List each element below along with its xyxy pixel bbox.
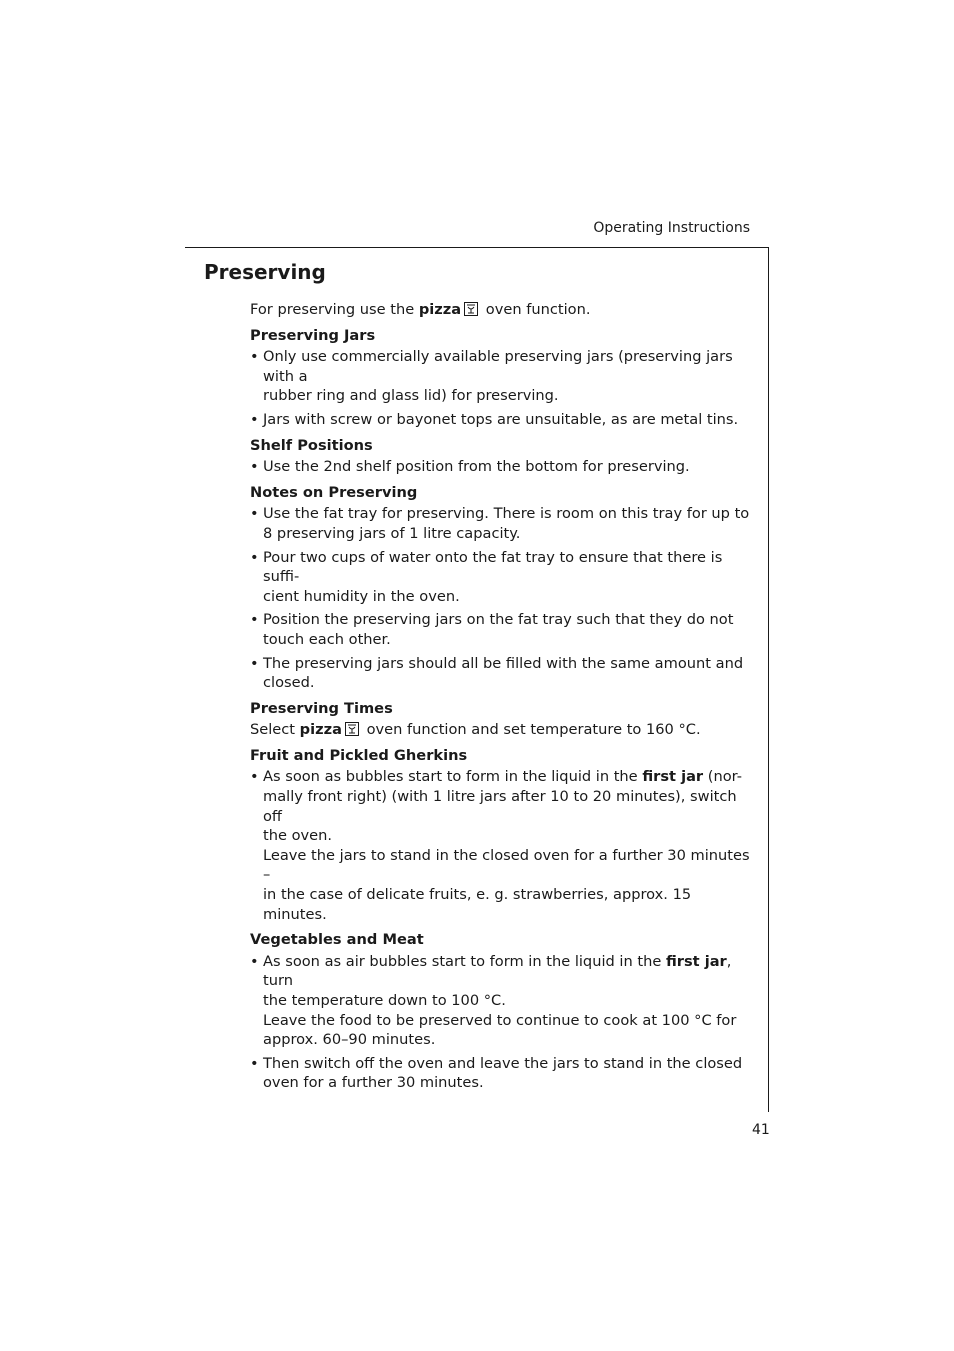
- list-item: • As soon as bubbles start to form in the liquid in the first jar (nor- mally front right) (with 1 litre jars after 10 to 20 minutes), switch off the oven. Leave the jars to stand in the closed oven for a further 30 minutes – in the case of delicate fruits, e. g. strawberries, approx. 15 minutes.: [250, 767, 752, 924]
- section-heading: Notes on Preserving: [250, 483, 418, 501]
- list-item: • Use the fat tray for preserving. There is room on this tray for up to 8 preserving jars of 1 litre capacity.: [250, 504, 752, 543]
- list-item: • The preserving jars should all be filled with the same amount and closed.: [250, 654, 752, 693]
- section-heading: Preserving Jars: [250, 326, 376, 344]
- page-number: 41: [752, 1122, 770, 1138]
- header-rule: [185, 247, 769, 248]
- main-content: [250, 300, 752, 1099]
- section-heading: Fruit and Pickled Gherkins: [250, 746, 468, 764]
- pizza-function-icon: [464, 302, 478, 316]
- list-item: • Pour two cups of water onto the fat tray to ensure that there is suffi- cient humidity in the oven.: [250, 548, 752, 607]
- section-preserving-times: [250, 699, 752, 740]
- running-head: Operating Instructions: [593, 220, 750, 236]
- section-heading: Preserving Times: [250, 699, 393, 717]
- section-vegetables: [250, 930, 752, 1093]
- list-item: • Then switch off the oven and leave the jars to stand in the closed oven for a further 30 minutes.: [250, 1054, 752, 1093]
- section-preserving-jars: [250, 326, 752, 430]
- list-item: • Use the 2nd shelf position from the bottom for preserving.: [250, 457, 752, 477]
- intro-text: For preserving use the pizza oven function.: [250, 301, 591, 318]
- section-heading: Vegetables and Meat: [250, 931, 424, 949]
- list-item: • Position the preserving jars on the fat tray such that they do not touch each other.: [250, 610, 752, 649]
- section-notes: [250, 483, 752, 693]
- list-item: • As soon as air bubbles start to form in the liquid in the first jar, turn the temperature down to 100 °C. Leave the food to be preserved to continue to cook at 100 °C for approx. 60–90 minutes.: [250, 952, 752, 1050]
- pizza-function-icon: [345, 722, 359, 736]
- list-item: • Only use commercially available preserving jars (preserving jars with a rubber ring and glass lid) for preserving.: [250, 347, 752, 406]
- section-fruit: [250, 746, 752, 924]
- section-shelf-positions: [250, 436, 752, 477]
- section-heading: Shelf Positions: [250, 436, 373, 454]
- page-title: Preserving: [204, 260, 326, 284]
- list-item: • Jars with screw or bayonet tops are unsuitable, as are metal tins.: [250, 410, 752, 430]
- side-rule: [768, 247, 769, 1112]
- times-text: Select pizza oven function and set temperature to 160 °C.: [250, 721, 701, 739]
